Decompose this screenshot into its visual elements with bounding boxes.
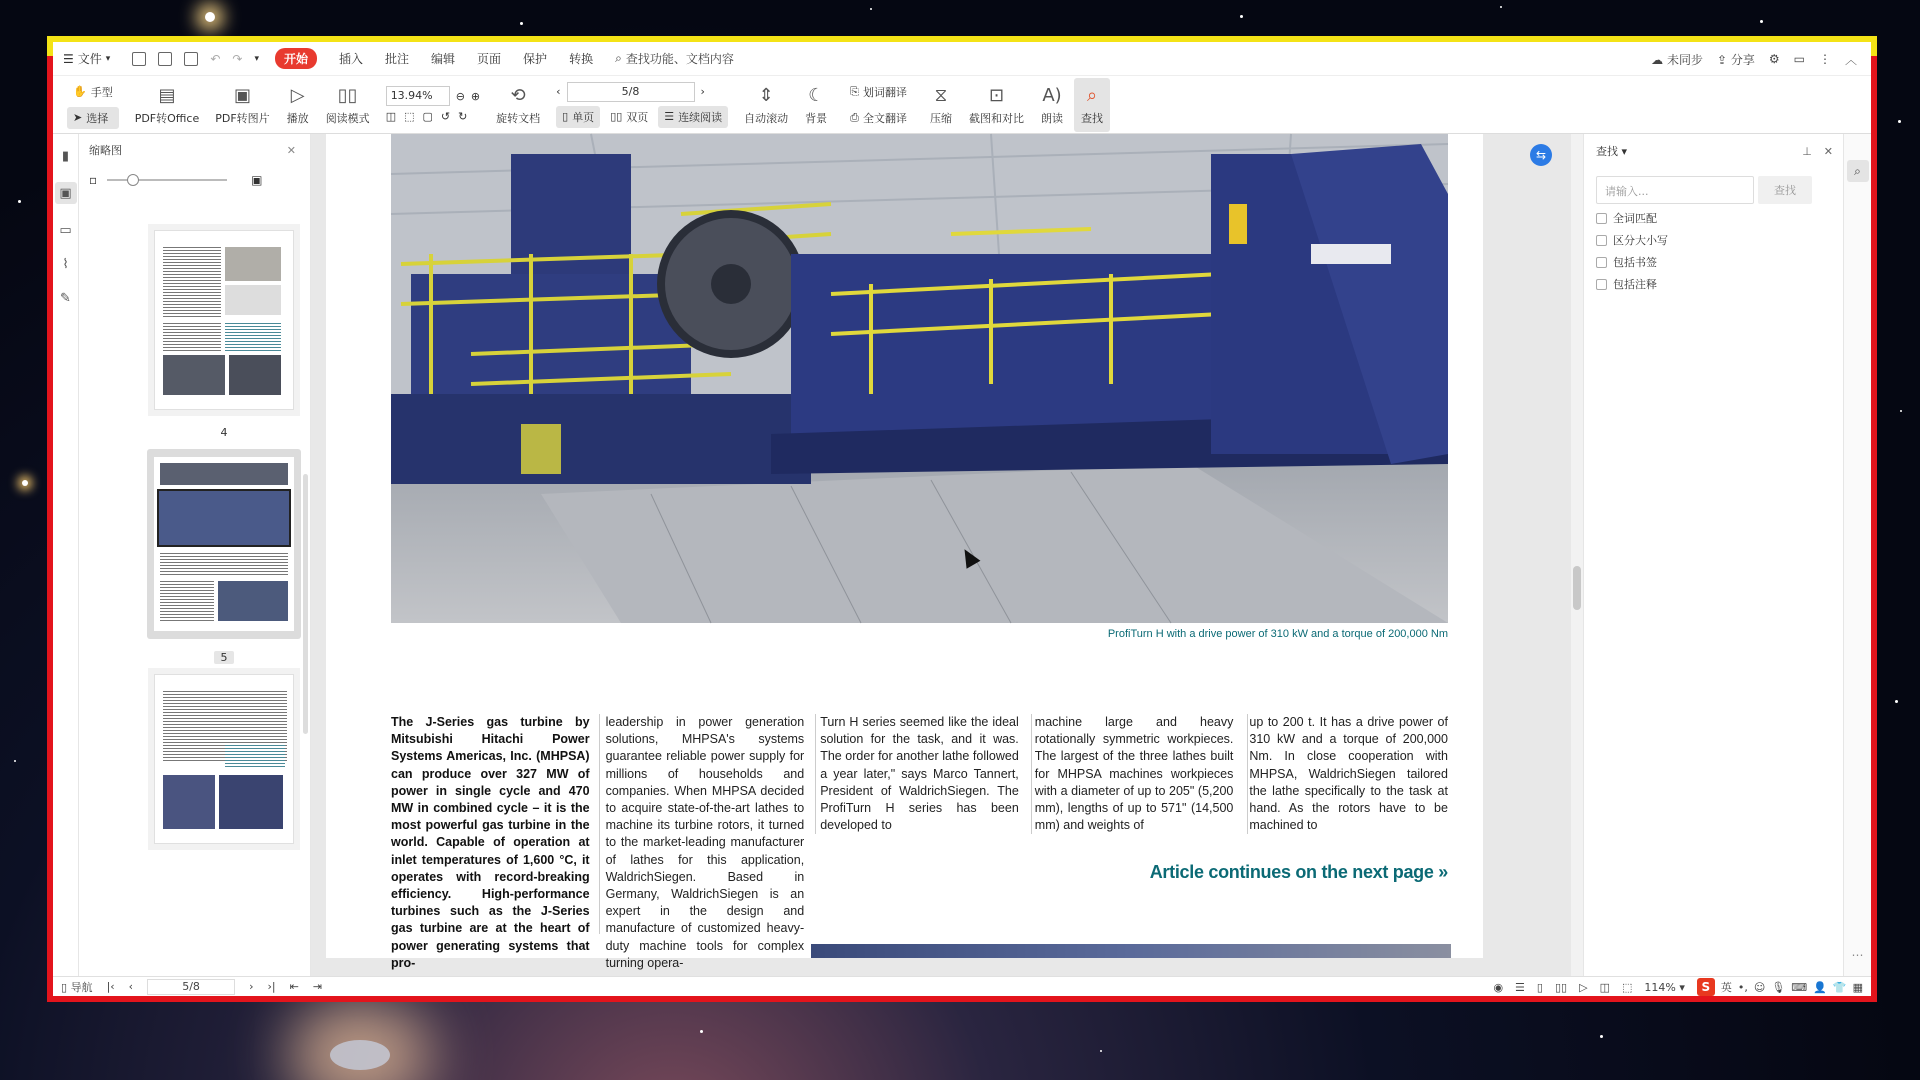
speaker-icon: A): [1042, 84, 1062, 106]
hand-icon: ✋: [73, 85, 87, 98]
feature-search[interactable]: ⌕ 查找功能、文档内容: [615, 51, 734, 66]
checkbox[interactable]: [1596, 213, 1607, 224]
search-icon: ⌕: [615, 51, 622, 65]
document-view[interactable]: [311, 134, 1583, 976]
single-page-icon: ▯: [562, 110, 569, 123]
find-panel-title[interactable]: 查找 ▾: [1596, 145, 1628, 158]
user-icon: 👤: [1813, 980, 1827, 994]
more-chevron-icon[interactable]: ▾: [254, 53, 259, 64]
zoom-select[interactable]: 13.94%: [386, 86, 450, 106]
page-navigation: [550, 82, 734, 128]
read-aloud-button[interactable]: A) 朗读: [1040, 84, 1063, 125]
pdf-to-office-button[interactable]: ▤ PDF转Office: [134, 84, 200, 125]
eye-icon[interactable]: ◉: [1493, 980, 1504, 994]
auto-scroll-icon: ⇕: [758, 84, 774, 106]
screenshot-icon: ⊡: [988, 84, 1005, 106]
thumbnail-label-5: 5: [214, 651, 234, 664]
fit-page-icon[interactable]: ⬚: [404, 110, 415, 123]
thumbnail-page-5[interactable]: [147, 449, 301, 639]
tab-protect[interactable]: 保护: [523, 52, 548, 66]
fit-width-icon[interactable]: ◫: [385, 110, 397, 123]
pdf-to-image-button[interactable]: ▣ PDF转图片: [215, 84, 270, 125]
hand-tool-button[interactable]: ✋ 手型: [73, 85, 113, 99]
article-lead-paragraph: The J-Series gas turbine by Mitsubishi Hitachi Power Systems Americas, Inc. (MHPSA) can produce over 327 MW of power in single cycle and 470 MW in combined cycle – it is the most powerful gas turbine in the world. Capable of operation at inlet temperatures of 1,600 °C, it operates with record-breaking efficiency. High-performance turbines such as the J-Series gas turbine are at the heart of power generating systems that pro-: [391, 715, 590, 970]
input-method-toolbar[interactable]: [1697, 978, 1863, 996]
option-include-comments[interactable]: 包括注释: [1584, 276, 1843, 292]
hamburger-icon: ☰: [63, 51, 74, 66]
mic-icon: 🎙: [1771, 980, 1786, 994]
play-icon: ▷: [290, 84, 305, 106]
zoom-level[interactable]: 114% ▾: [1644, 980, 1685, 994]
file-menu[interactable]: ☰ 文件 ▾: [63, 51, 111, 66]
article-column-2: leadership in power generation solutions, MHPSA's systems guarantee reliable power supply for millions of households and companies. When MHPSA decided to acquire state-of-the-art lathes to machine its turbine rotors, it turned to the market-leading manufacturer of lathes for this application, WaldrichSiegen. Based in Germany, WaldrichSiegen is an expert in the design and manufacture of customized heavy-duty machine tools for complex turning opera-: [605, 715, 805, 970]
undo-icon[interactable]: ↶: [210, 51, 221, 66]
checkbox[interactable]: [1596, 235, 1607, 246]
zoom-in-icon[interactable]: ⊕: [470, 89, 481, 103]
window-actions: [1651, 42, 1857, 76]
rotate-left-icon[interactable]: ↺: [440, 110, 451, 123]
back-icon[interactable]: ⇤: [289, 980, 299, 993]
left-sidebar-rail: [53, 134, 79, 976]
comment-icon[interactable]: ▭: [59, 222, 72, 238]
rotate-document-button[interactable]: ⟲ 旋转文档: [496, 84, 541, 125]
forward-icon[interactable]: ⇥: [312, 980, 323, 993]
right-sidebar-rail: [1843, 134, 1871, 976]
comment-icon[interactable]: ▭: [1793, 52, 1805, 66]
screenshot-compare-button[interactable]: ⊡ 截图和对比: [968, 84, 1024, 125]
background-button[interactable]: ☾ 背景: [805, 84, 828, 125]
thumbnail-icon[interactable]: ▣: [55, 182, 77, 204]
lathe-photo-drawing: [391, 134, 1448, 623]
collapse-ribbon-icon[interactable]: ︿: [1844, 52, 1857, 67]
fit-page-icon[interactable]: ⬚: [1621, 980, 1633, 994]
zoom-tools: [380, 86, 486, 123]
keyboard-icon: ⌨: [1791, 980, 1808, 994]
thumbnail-label-4: 4: [220, 426, 228, 439]
double-view-icon[interactable]: ▯▯: [1554, 980, 1568, 994]
navigation-toggle[interactable]: ▯ 导航: [61, 980, 93, 994]
settings-icon[interactable]: ⚙: [1768, 52, 1780, 66]
option-whole-word[interactable]: 全词匹配: [1584, 210, 1843, 226]
play-button[interactable]: ▷ 播放: [286, 84, 309, 125]
pdf-page: [326, 134, 1483, 970]
redo-icon[interactable]: ↷: [232, 51, 243, 66]
sogou-icon: S: [1697, 978, 1715, 996]
more-icon[interactable]: ⋮: [1818, 52, 1831, 66]
double-page-button[interactable]: ▯▯ 双页: [610, 110, 649, 124]
thumbnail-page-4[interactable]: [154, 230, 294, 410]
sync-button[interactable]: ☁ 未同步: [1651, 52, 1703, 67]
prev-page-icon[interactable]: ‹: [128, 980, 134, 993]
close-icon[interactable]: ✕: [286, 143, 296, 157]
document-scrollbar[interactable]: [1571, 134, 1583, 976]
save-icon[interactable]: [158, 52, 172, 66]
thumbnail-panel-header: 缩略图 ✕: [89, 143, 296, 157]
scroll-thumb[interactable]: [1573, 566, 1581, 610]
thumbnail-scrollbar[interactable]: [303, 474, 308, 734]
continue-link: Article continues on the next page »: [1149, 862, 1448, 882]
moon-icon: ☾: [808, 84, 825, 106]
search-icon: ⌕: [1086, 84, 1098, 106]
lathe-photo: [391, 134, 1448, 623]
translate-icon: ⎘: [850, 84, 859, 98]
ime-language: 英: [1720, 981, 1732, 994]
full-translate-icon: ⎙: [850, 110, 859, 124]
rotate-doc-icon: ⟲: [510, 84, 526, 106]
more-dots-icon[interactable]: ⋯: [1851, 948, 1864, 962]
actual-size-icon[interactable]: ▢: [422, 110, 433, 123]
emoji-icon: ☺: [1753, 980, 1766, 994]
article-body: [391, 714, 1448, 972]
frame-border-right: [1871, 56, 1877, 1002]
photo-caption: ProfiTurn H with a drive power of 310 kW and a torque of 200,000 Nm: [1107, 628, 1448, 640]
menu-bar: [53, 42, 1871, 76]
frame-border-bottom: [47, 996, 1877, 1002]
signature-icon[interactable]: ✎: [60, 290, 71, 306]
tab-insert[interactable]: 插入: [338, 52, 363, 66]
article-column-5: up to 200 t. It has a drive power of 310 kW and a torque of 200,000 Nm. In close cooperation with MHPSA, WaldrichSiegen tailored the lathe specifically to the task at hand. As the rotors have to be machined to: [1249, 715, 1448, 833]
next-page-icon[interactable]: ›: [700, 85, 705, 98]
close-icon[interactable]: ✕: [1823, 144, 1833, 158]
prev-page-icon[interactable]: ‹: [556, 85, 561, 98]
status-bar: [53, 976, 1871, 996]
single-page-button[interactable]: ▯ 单页: [556, 106, 600, 128]
select-tool-button[interactable]: ➤ 选择: [67, 107, 119, 129]
checkbox[interactable]: [1596, 279, 1607, 290]
pdf-office-icon: ▤: [158, 84, 176, 106]
pdf-reader-window: [47, 36, 1877, 1002]
double-page-icon: ▯▯: [610, 110, 623, 123]
large-image-icon: ▣: [251, 173, 263, 187]
find-panel: [1583, 134, 1843, 976]
pin-icon[interactable]: ⊥: [1802, 144, 1812, 158]
shirt-icon: 👕: [1832, 980, 1847, 994]
continuous-read-button[interactable]: ☰ 连续阅读: [658, 106, 728, 128]
full-translate-button[interactable]: ⎙ 全文翻译: [850, 110, 907, 125]
rotate-right-icon[interactable]: ↻: [458, 110, 468, 123]
slider-knob[interactable]: [127, 174, 139, 186]
frame-border-left: [47, 56, 53, 1002]
tab-annotate[interactable]: 批注: [385, 52, 410, 66]
article-column-3: Turn H series seemed like the ideal solution for the task, and it was. The order for another lathe followed a year later," says Marco Tannert, President of WaldrichSiegen. The ProfiTurn H series has been developed to: [820, 715, 1019, 833]
last-page-icon[interactable]: ›|: [267, 980, 276, 993]
page-number-input[interactable]: 5/8: [567, 82, 695, 102]
zoom-out-icon[interactable]: ⊖: [455, 89, 465, 103]
word-translate-button[interactable]: ⎘ 划词翻译: [850, 84, 907, 99]
cursor-tools: [61, 81, 125, 129]
fit-width-icon[interactable]: ◫: [1599, 980, 1610, 994]
compress-icon: ⧖: [934, 84, 948, 106]
small-image-icon: ▫: [89, 173, 98, 187]
thumbnail-panel: [79, 134, 311, 976]
tab-page[interactable]: 页面: [477, 52, 502, 66]
option-include-bookmarks[interactable]: 包括书签: [1584, 254, 1843, 270]
punctuation-icon: •,: [1737, 980, 1748, 994]
search-panel-icon[interactable]: ⌕: [1847, 160, 1869, 182]
pdf-image-icon: ▣: [233, 84, 251, 106]
find-panel-header: [1584, 138, 1843, 164]
article-column-4: machine large and heavy rotationally symmetric workpieces. The largest of the three lathes built for MHPSA machines workpieces with a diameter of up to 205" (5,200 mm), lengths of up to 571" (14,500 mm) and weights of: [1034, 715, 1234, 833]
tab-start[interactable]: 开始: [275, 48, 317, 69]
cursor-icon: ➤: [73, 111, 83, 124]
translate-tools: [838, 81, 919, 129]
read-mode-button[interactable]: ▯▯ 阅读模式: [325, 84, 370, 125]
compress-button[interactable]: ⧖ 压缩: [929, 84, 952, 125]
attachment-icon[interactable]: ⌇: [62, 256, 69, 272]
book-icon: ▯▯: [337, 84, 358, 106]
bookmark-icon[interactable]: ▮: [61, 148, 70, 164]
continuous-view-icon[interactable]: ☰: [1515, 980, 1525, 994]
auto-scroll-button[interactable]: ⇕ 自动滚动: [744, 84, 789, 125]
thumbnail-page-6[interactable]: [154, 674, 294, 844]
share-button[interactable]: ⇪ 分享: [1716, 52, 1755, 67]
toolbar-ribbon: [53, 76, 1871, 134]
option-match-case[interactable]: 区分大小写: [1584, 232, 1843, 248]
continuous-icon: ☰: [664, 110, 675, 123]
tab-edit[interactable]: 编辑: [431, 52, 456, 66]
chevron-down-icon: ▾: [105, 53, 111, 64]
open-folder-icon[interactable]: [132, 52, 146, 66]
checkbox[interactable]: [1596, 257, 1607, 268]
single-view-icon[interactable]: ▯: [1536, 980, 1543, 994]
find-submit-button[interactable]: 查找: [1758, 176, 1812, 204]
first-page-icon[interactable]: |‹: [106, 980, 115, 993]
print-icon[interactable]: [184, 52, 198, 66]
find-input[interactable]: 请输入...: [1596, 176, 1754, 204]
thumbnail-size-slider[interactable]: [79, 166, 310, 194]
tab-convert[interactable]: 转换: [569, 52, 594, 66]
next-image-preview: [811, 944, 1451, 958]
play-icon[interactable]: ▷: [1579, 980, 1588, 994]
find-button[interactable]: ⌕ 查找: [1074, 78, 1110, 132]
floating-tool-button[interactable]: ⇆: [1530, 144, 1552, 166]
grid-icon: ▦: [1852, 980, 1863, 994]
next-page-icon[interactable]: ›: [249, 980, 254, 993]
status-page-input[interactable]: 5/8: [147, 979, 235, 995]
